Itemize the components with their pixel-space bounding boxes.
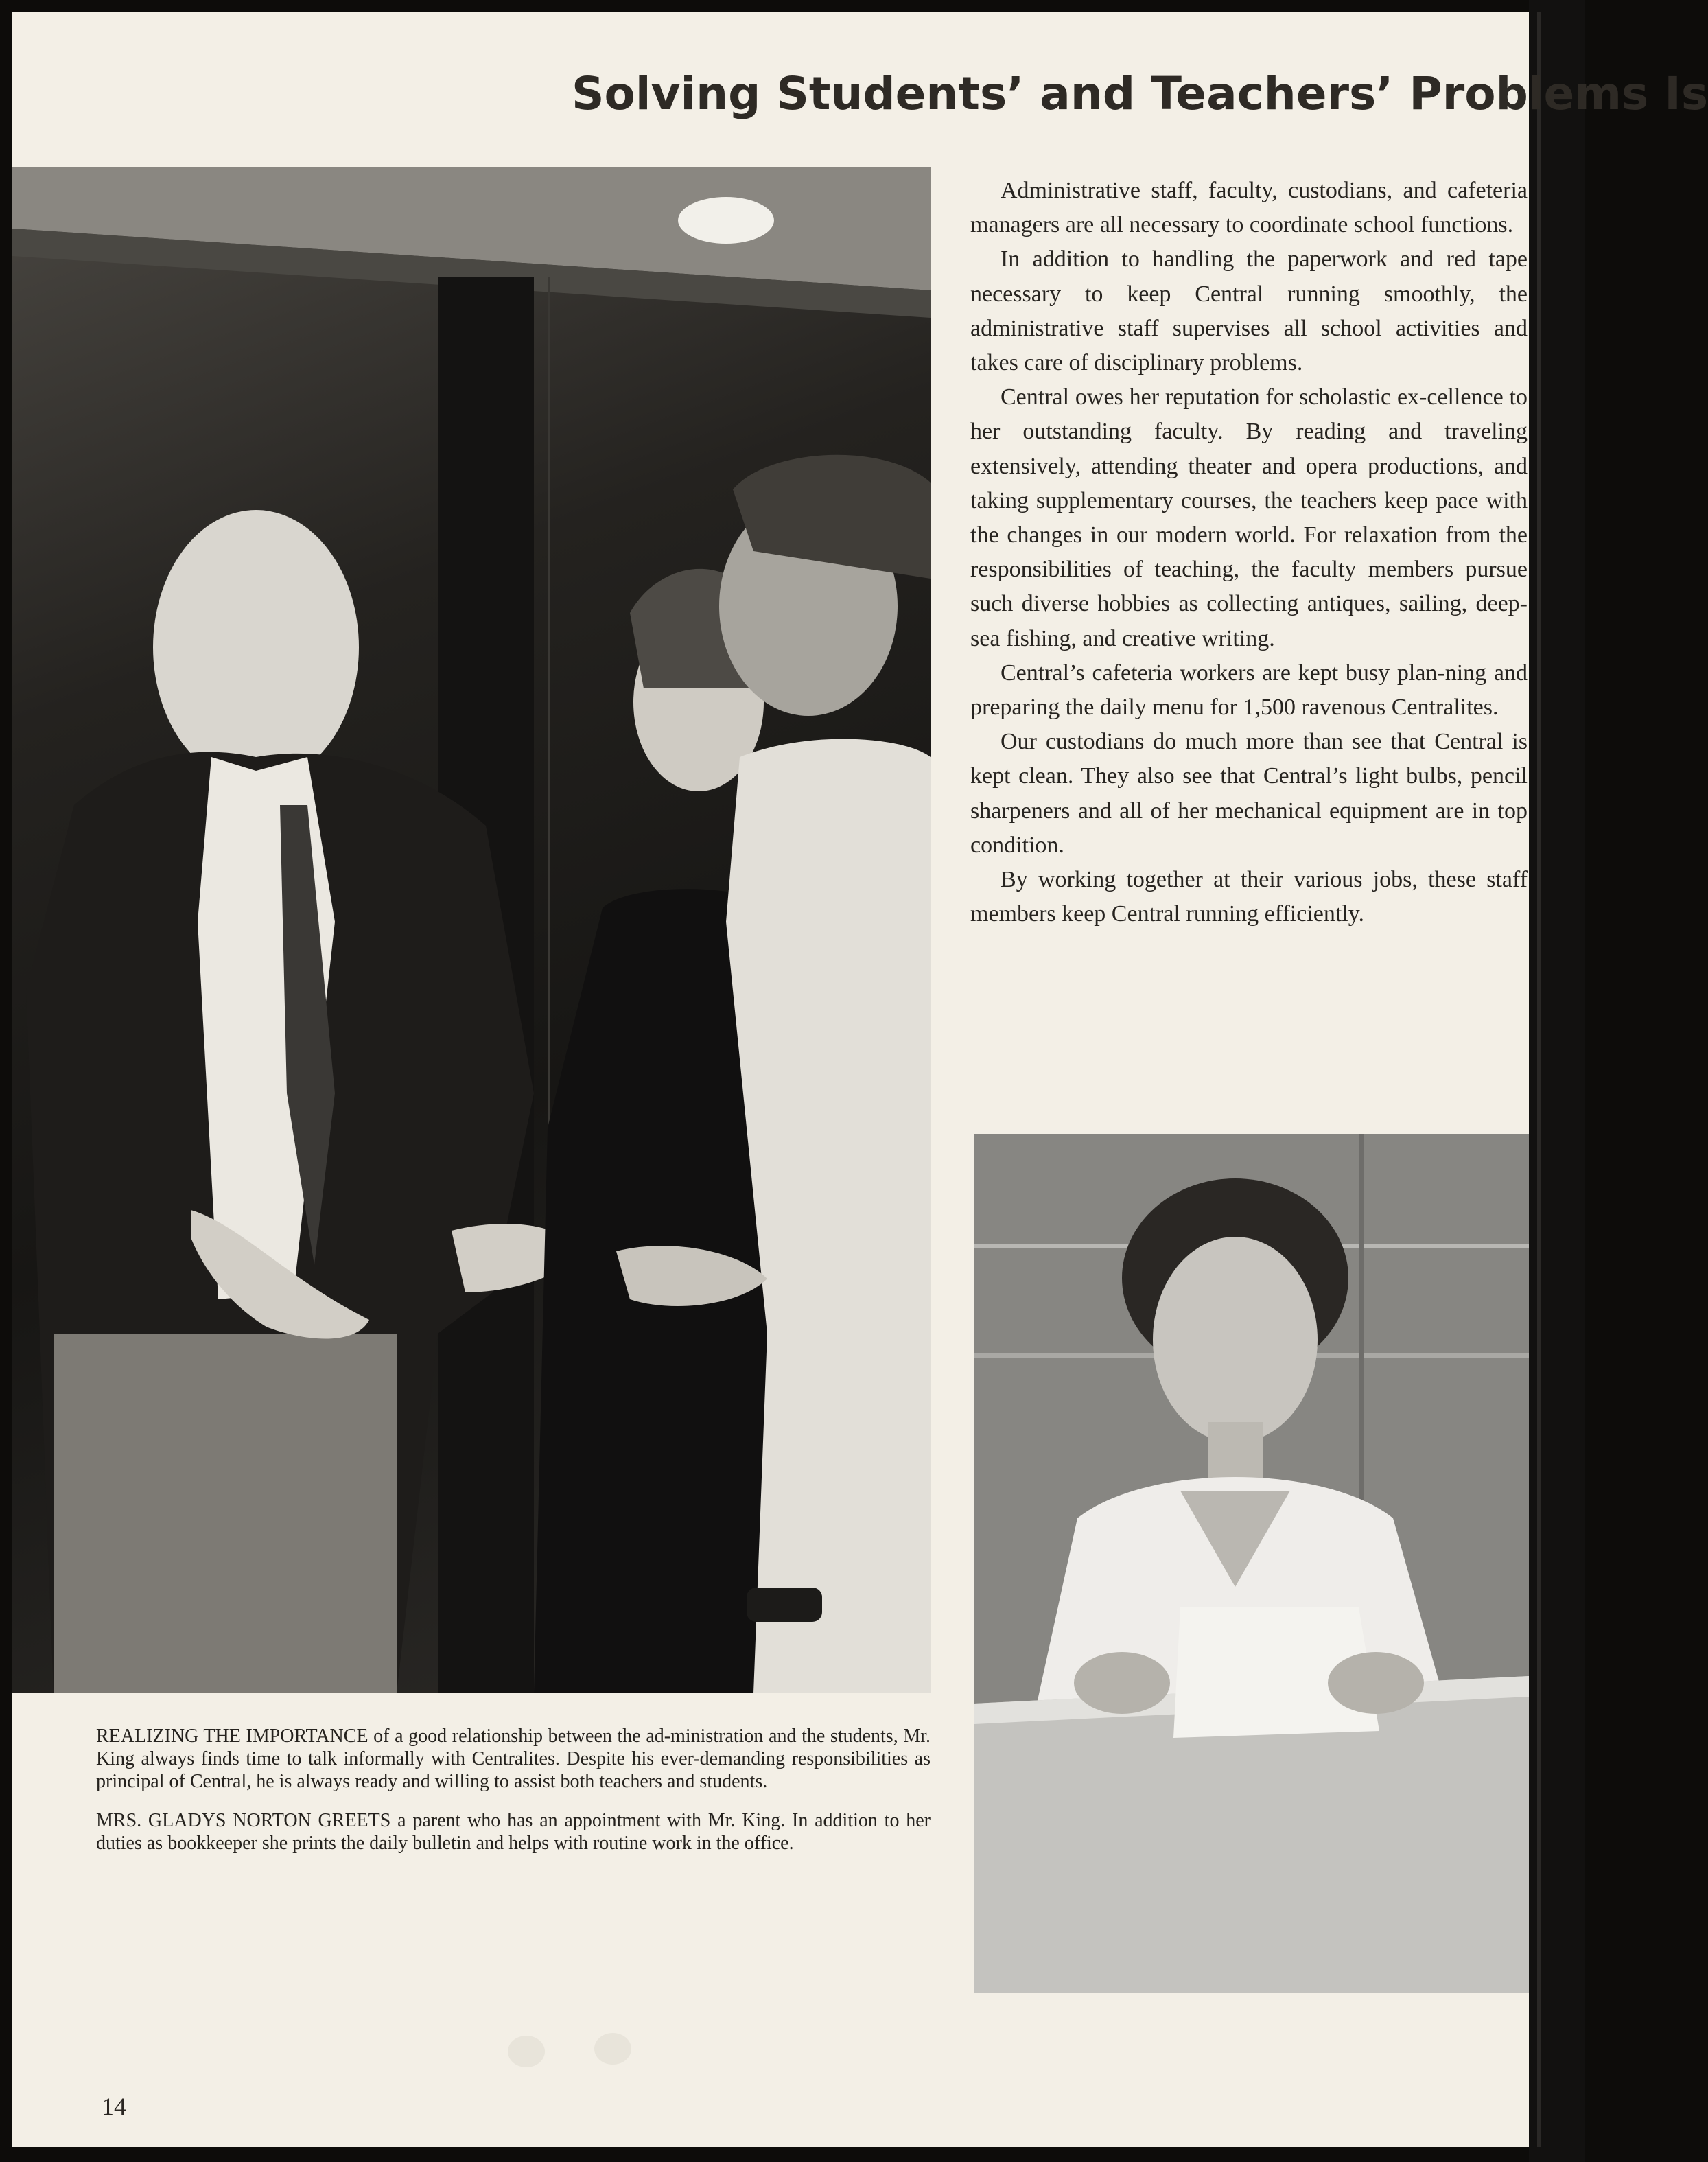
- body-paragraph: Central’s cafeteria workers are kept busy plan-ning and preparing the daily menu for 1,500 ravenous Centralites.: [970, 660, 1528, 721]
- print-smudge: [594, 2033, 631, 2065]
- body-paragraph: By working together at their various jobs, these staff members keep Central running efficiently.: [970, 867, 1528, 927]
- body-paragraph: Our custodians do much more than see that Central is kept clean. They also see that Central’s light bulbs, pencil sharpeners and all of her mechanical equipment are in top condition.: [970, 729, 1528, 858]
- page-headline: Solving Students’ and Teachers’ Problems Is: [572, 67, 1708, 120]
- photo-bookkeeper: [974, 1134, 1529, 1993]
- article-body: [970, 174, 1528, 931]
- yearbook-page: [12, 12, 1708, 2147]
- page-number: 14: [102, 2093, 126, 2120]
- print-smudge: [508, 2036, 545, 2067]
- photo-principal-with-students: [12, 167, 931, 1693]
- caption-principal: REALIZING THE IMPORTANCE of a good relationship between the ad-ministration and the students, Mr. King always finds time to talk informally with Centralites. Despite his ever-demanding responsibilities as principal of Central, he is always ready and willing to assist both teachers and students.: [96, 1725, 931, 1792]
- caption-bookkeeper: MRS. GLADYS NORTON GREETS a parent who has an appointment with Mr. King. In addition to her duties as bookkeeper she prints the daily bulletin and helps with routine work in the office.: [96, 1810, 931, 1854]
- page-edge: [1537, 12, 1541, 2147]
- body-paragraph: In addition to handling the paperwork and red tape necessary to keep Central running smoothly, the administrative staff supervises all school activities and takes care of disciplinary problems.: [970, 246, 1528, 376]
- photo-captions: [96, 1725, 931, 1871]
- photo-principal-illustration: [12, 167, 931, 1693]
- photo-bookkeeper-illustration: [974, 1134, 1529, 1993]
- body-paragraph: Administrative staff, faculty, custodians, and cafeteria managers are all necessary to coordinate school functions.: [970, 178, 1528, 238]
- body-paragraph: Central owes her reputation for scholastic ex-cellence to her outstanding faculty. By reading and traveling extensively, attending theater and opera productions, and taking supplementary courses, the teachers keep pace with the changes in our modern world. For relaxation from the responsibilities of teaching, the faculty members pursue such diverse hobbies as collecting antiques, sailing, deep-sea fishing, and creative writing.: [970, 384, 1528, 651]
